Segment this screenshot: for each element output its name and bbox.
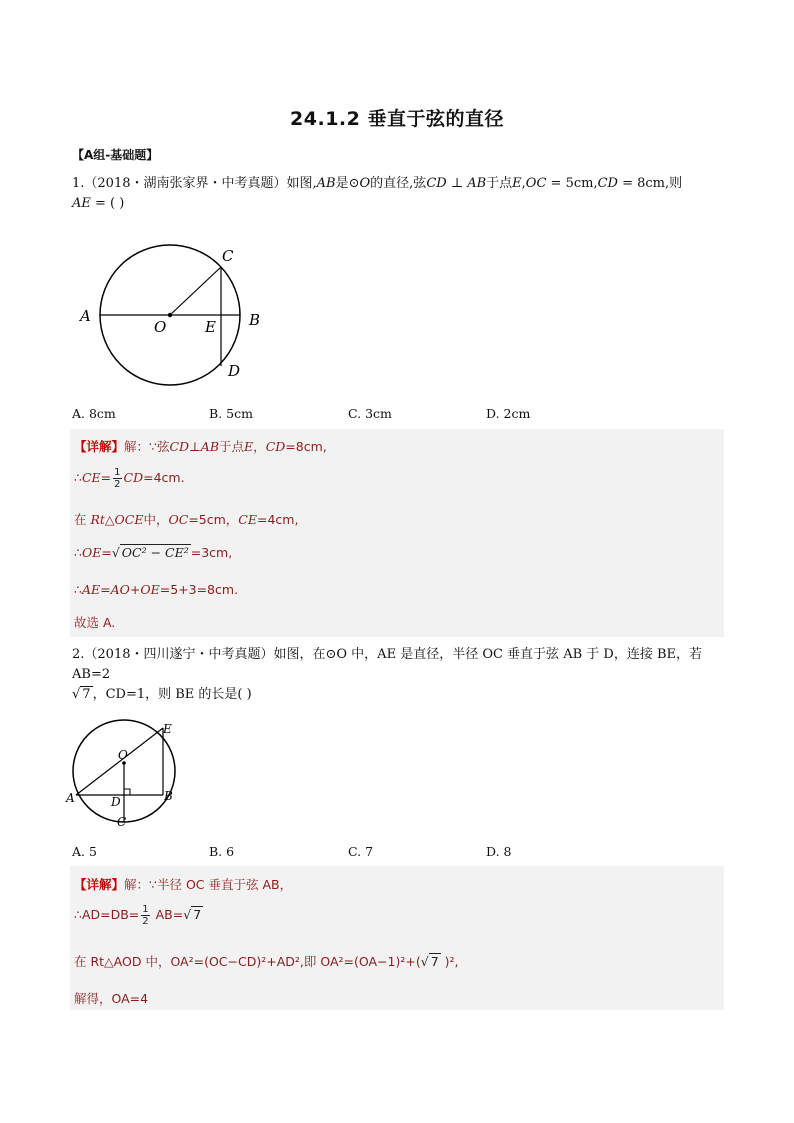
q2-radical: √ 7 <box>72 687 91 702</box>
q1-solution-box <box>70 429 724 637</box>
q1-sol-line-1 <box>74 437 327 455</box>
q1-sol-l1-c: 于点 <box>219 439 245 454</box>
q2-sol-line-4: 解得，OA=4 <box>74 991 149 1006</box>
q1-sol-line-2 <box>74 467 185 490</box>
q2-source: （2018・四川遂宁・中考真题） <box>84 647 274 662</box>
q2-sol-radical: √ 7 <box>183 907 202 922</box>
frac-den: 2 <box>114 479 121 490</box>
q2-figure <box>64 712 194 834</box>
q1-sol-l1-b: CD⊥AB <box>169 439 220 454</box>
q2-text: 如图，在⊙O 中，AE 是直径，半径 OC 垂直于弦 AB 于 D，连接 BE，若 AB=2 <box>72 647 702 682</box>
q1-ae: AE <box>72 196 91 211</box>
q1-sol-l2-d: CD <box>123 470 144 485</box>
label-c: C <box>222 247 234 265</box>
q2-text2: ，CD=1，则 BE 的长是( ) <box>92 687 252 702</box>
q1-sol-l2-b: CE <box>81 470 101 485</box>
q2-solution-box <box>70 866 724 1010</box>
q1-text-e: , <box>521 176 526 191</box>
frac-den: 2 <box>142 916 149 927</box>
q1-ab2: AB <box>467 176 487 191</box>
q2-number: 2. <box>72 647 85 662</box>
q1-cd: CD <box>426 176 447 191</box>
q2-label-c: C <box>117 815 127 829</box>
q2-label-b: B <box>164 789 173 803</box>
q1-oc: OC <box>525 176 547 191</box>
q1-sol-l1-a: 解：∵弦 <box>124 439 170 454</box>
q2-sol-radicand: 7 <box>193 907 202 922</box>
q1-sol-radical: √ OC² − CE² <box>111 545 189 560</box>
q1-e: E <box>512 176 522 191</box>
q1-sol-l5-b: AE <box>81 582 101 597</box>
frac-num: 1 <box>114 467 121 478</box>
q2-sol-tag: 【详解】 <box>74 877 125 892</box>
q1-ab: AB <box>316 176 336 191</box>
q1-sol-l3-a: 在 <box>74 512 91 527</box>
q1-sol-fraction <box>113 467 121 490</box>
q1-option-a[interactable]: A. 8cm <box>72 406 116 421</box>
q1-sol-l4-d: =3cm, <box>190 545 233 560</box>
q1-o: O <box>359 176 371 191</box>
q1-sol-radicand: OC² − CE² <box>121 545 189 560</box>
q1-text-d: 于点 <box>486 176 513 191</box>
q1-sol-l3-f: CE <box>238 512 257 527</box>
q1-sol-tag: 【详解】 <box>74 439 125 454</box>
q1-sol-l4-c: = <box>101 545 112 560</box>
q2-sol-l2-b: AB= <box>151 907 184 922</box>
question-2-text <box>72 645 722 705</box>
label-d: D <box>228 362 241 380</box>
q1-sol-l5-d: AO <box>110 582 130 597</box>
q1-sol-l5-c: = <box>100 582 111 597</box>
q2-label-e: E <box>163 722 172 736</box>
q1-sol-l2-a: ∴ <box>74 470 82 485</box>
q1-sol-l4-b: OE <box>81 545 102 560</box>
q1-option-c[interactable]: C. 3cm <box>348 406 392 421</box>
q1-sol-line-6: 故选 A. <box>74 615 116 630</box>
q2-sol-l3-a: 在 Rt△AOD 中，OA²=(OC−CD)²+AD²,即 OA²=(OA−1)²+( <box>74 954 421 969</box>
label-e: E <box>205 318 216 336</box>
q1-figure <box>74 240 274 400</box>
q1-sol-l4-a: ∴ <box>74 545 82 560</box>
q2-sol-line-1 <box>74 875 292 893</box>
q1-perp: ⊥ <box>446 176 468 191</box>
q1-sol-l1-d: E <box>244 439 254 454</box>
q1-sol-l5-a: ∴ <box>74 582 82 597</box>
frac-num: 1 <box>142 904 149 915</box>
q2-option-b[interactable]: B. 6 <box>209 844 235 859</box>
q2-sol-fraction <box>141 904 149 927</box>
q1-sol-l3-c: 中， <box>143 512 169 527</box>
label-o: O <box>154 318 167 336</box>
q2-option-d[interactable]: D. 8 <box>486 844 512 859</box>
q1-sol-l2-c: = <box>100 470 112 485</box>
label-b: B <box>249 311 261 329</box>
q1-number: 1. <box>72 176 85 191</box>
q1-answer-blank: = ( ) <box>90 196 125 211</box>
q1-sol-l5-f: OE <box>140 582 160 597</box>
section-heading: 【A组-基础题】 <box>72 148 159 162</box>
q1-sol-l5-e: + <box>129 582 141 597</box>
q2-option-c[interactable]: C. 7 <box>348 844 374 859</box>
q1-sol-line-5 <box>74 582 238 597</box>
q2-sol-radical-2: √ 7 <box>420 954 439 969</box>
q2-sol-l3-b: )², <box>440 954 459 969</box>
page-title: 24.1.2 垂直于弦的直径 <box>290 108 504 130</box>
q1-sol-line-3 <box>74 510 298 528</box>
q2-label-a: A <box>66 791 75 805</box>
q1-sol-l3-b: Rt△OCE <box>90 512 144 527</box>
q1-text-b: 是⊙ <box>335 176 360 191</box>
question-1-text <box>72 174 722 214</box>
q1-source: （2018・湖南张家界・中考真题） <box>84 176 287 191</box>
q2-sol-l2-a: ∴AD=DB= <box>74 907 140 922</box>
q1-option-b[interactable]: B. 5cm <box>209 406 253 421</box>
q1-sol-l1-e: ， <box>253 439 266 454</box>
q1-cd2: CD <box>597 176 618 191</box>
q1-sol-l2-e: =4cm. <box>143 470 185 485</box>
q2-sol-line-2 <box>74 904 203 927</box>
q2-label-o: O <box>118 748 128 762</box>
q2-sol-line-3 <box>74 952 459 970</box>
q1-sol-l3-e: =5cm， <box>188 512 239 527</box>
q2-radicand: 7 <box>82 687 91 702</box>
q1-eq2: = 8cm,则 <box>617 176 683 191</box>
q1-option-d[interactable]: D. 2cm <box>486 406 531 421</box>
q1-eq1: = 5cm, <box>546 176 598 191</box>
q2-sol-radicand-2: 7 <box>430 954 439 969</box>
q1-sol-line-4 <box>74 545 232 560</box>
q2-label-d: D <box>111 795 121 809</box>
q1-sol-l3-d: OC <box>168 512 189 527</box>
q1-sol-l1-f: CD <box>265 439 286 454</box>
q1-sol-l5-g: =5+3=8cm. <box>159 582 239 597</box>
label-a: A <box>80 307 91 325</box>
q1-sol-l1-g: =8cm, <box>285 439 327 454</box>
q1-sol-l3-g: =4cm, <box>257 512 299 527</box>
q1-text-c: 的直径,弦 <box>370 176 427 191</box>
q1-text-a: 如图, <box>286 176 317 191</box>
q2-sol-l1: 解：∵半径 OC 垂直于弦 AB， <box>124 877 293 892</box>
q2-option-a[interactable]: A. 5 <box>72 844 97 859</box>
